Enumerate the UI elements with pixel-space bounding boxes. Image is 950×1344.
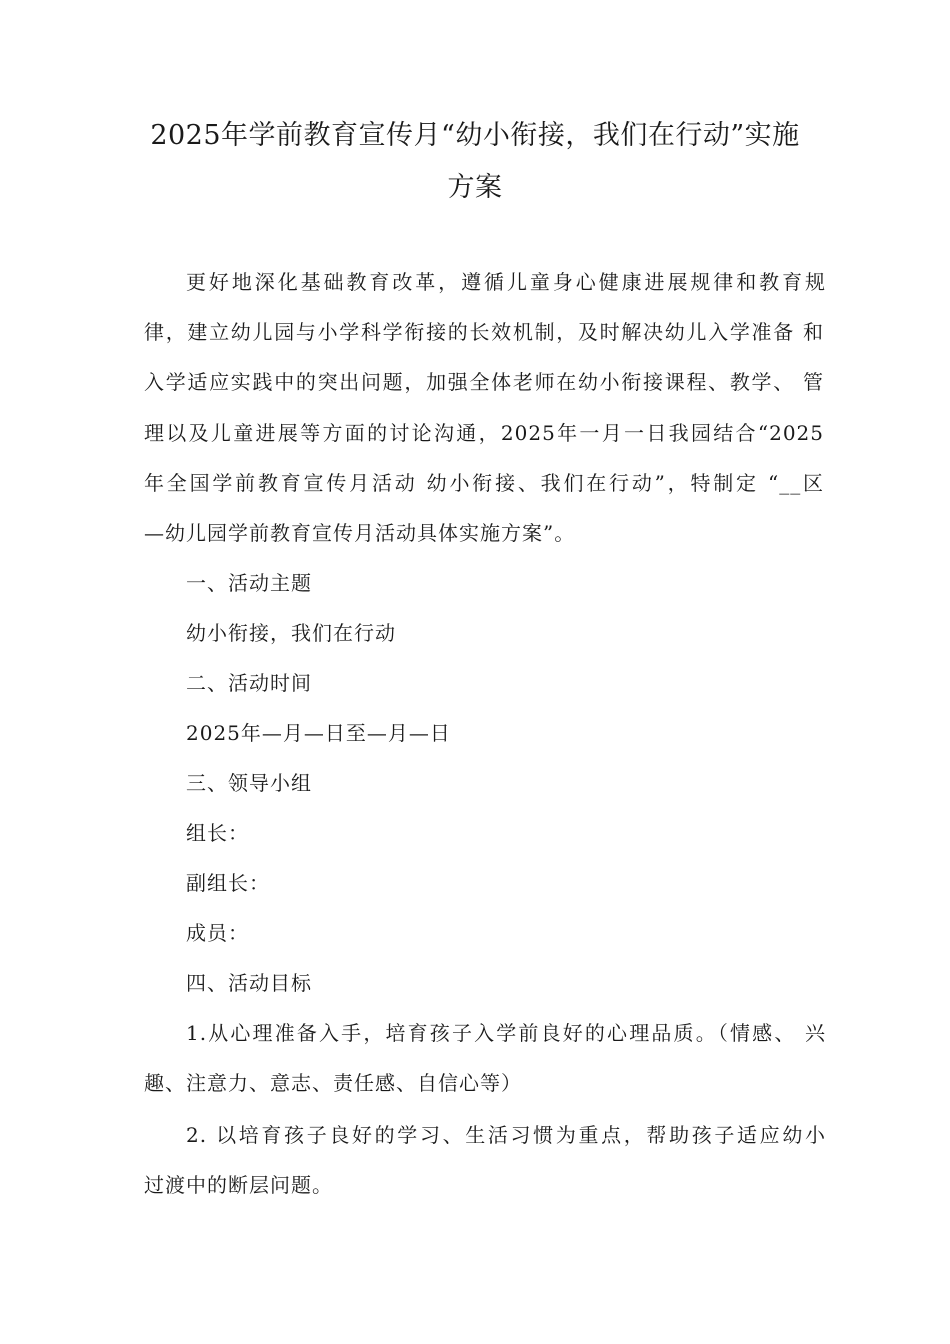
intro-paragraph-line: —幼儿园学前教育宣传月活动具体实施方案”。 (144, 521, 576, 545)
section-heading-time: 二、活动时间 (186, 671, 312, 695)
intro-paragraph-line: 理以及儿童进展等方面的讨论沟通，2025年一月一日我园结合“2025 (144, 421, 824, 445)
section-body-time: 2025年—月—日至—月—日 (186, 721, 451, 745)
intro-paragraph-line: 年全国学前教育宣传月活动 幼小衔接、我们在行动”，特制定 “__区 (144, 471, 824, 495)
goal-1-line: 1.从心理准备入手，培育孩子入学前良好的心理品质。（情感、 兴 (186, 1021, 826, 1045)
section-heading-leadership: 三、领导小组 (186, 771, 312, 795)
goal-2-line: 过渡中的断层问题。 (144, 1173, 333, 1197)
document-title-line-1: 2025年学前教育宣传月“幼小衔接，我们在行动”实施 (150, 120, 800, 151)
intro-paragraph-line: 律，建立幼儿园与小学科学衔接的长效机制，及时解决幼儿入学准备 和 (144, 320, 824, 344)
intro-paragraph-line: 更好地深化基础教育改革，遵循儿童身心健康进展规律和教育规 (186, 270, 826, 294)
members-field: 成员： (186, 921, 249, 945)
section-heading-theme: 一、活动主题 (186, 571, 312, 595)
section-body-theme: 幼小衔接，我们在行动 (186, 621, 396, 645)
leader-field: 组长： (186, 821, 249, 845)
deputy-leader-field: 副组长： (186, 871, 270, 895)
intro-paragraph-line: 入学适应实践中的突出问题，加强全体老师在幼小衔接课程、教学、 管 (144, 370, 824, 394)
section-heading-goals: 四、活动目标 (186, 971, 312, 995)
goal-1-line: 趣、注意力、意志、责任感、自信心等） (144, 1071, 522, 1095)
goal-2-line: 2. 以培育孩子良好的学习、生活习惯为重点，帮助孩子适应幼小 (186, 1123, 826, 1147)
document-title-line-2: 方案 (447, 172, 503, 203)
